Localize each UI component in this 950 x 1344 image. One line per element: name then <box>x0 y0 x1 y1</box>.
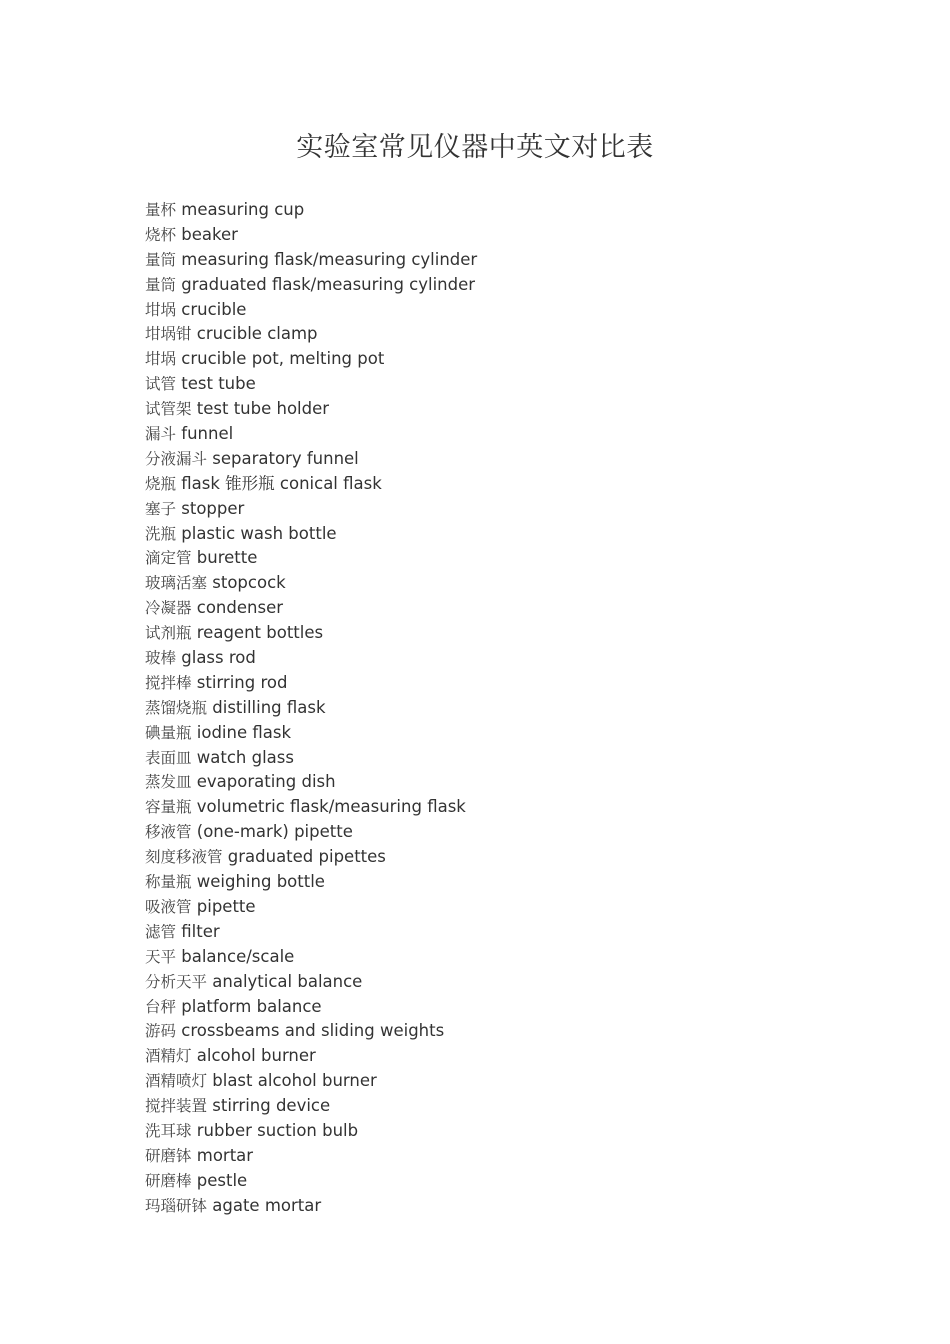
entry-english-term: pestle <box>196 1170 248 1190</box>
entry-english-term: agate mortar <box>212 1195 322 1215</box>
glossary-entry <box>145 671 477 696</box>
entry-english-term: distilling flask <box>212 697 326 717</box>
entry-english-term: graduated pipettes <box>227 847 386 867</box>
entry-chinese-term: 容量瓶 <box>145 798 192 817</box>
entry-english-term: stopper <box>181 498 245 518</box>
glossary-entry <box>145 298 477 323</box>
entry-english-term: stirring rod <box>196 672 288 692</box>
glossary-entry <box>145 870 477 895</box>
entry-english-term: stirring device <box>212 1096 331 1116</box>
entry-chinese-term: 游码 <box>145 1022 177 1041</box>
entry-english-term: evaporating dish <box>196 772 336 792</box>
entry-english-term: crucible pot, melting pot <box>181 349 385 369</box>
entry-english-term: platform balance <box>181 996 322 1016</box>
entry-english-term: crucible <box>181 299 247 319</box>
entry-chinese-term: 玛瑙研钵 <box>145 1196 208 1215</box>
glossary-entry <box>145 422 477 447</box>
glossary-entry <box>145 248 477 273</box>
entry-chinese-term: 试剂瓶 <box>145 624 192 643</box>
entry-chinese-term: 碘量瓶 <box>145 723 192 742</box>
entry-chinese-term: 酒精喷灯 <box>145 1072 208 1091</box>
entry-chinese-term: 量杯 <box>145 201 177 219</box>
glossary-entry <box>145 895 477 920</box>
entry-chinese-term: 滤管 <box>145 922 177 941</box>
entry-chinese-term: 试管 <box>145 375 177 394</box>
glossary-entry <box>145 746 477 771</box>
glossary-entry <box>145 596 477 621</box>
entry-english-term: reagent bottles <box>196 623 324 643</box>
entry-chinese-term: 量筒 <box>145 250 177 269</box>
entry-chinese-term: 坩埚 <box>145 300 177 319</box>
entry-chinese-term: 研磨钵 <box>145 1146 192 1165</box>
entry-english-term: iodine flask <box>196 722 292 742</box>
entry-chinese-term: 玻璃活塞 <box>145 574 208 593</box>
glossary-entry <box>145 546 477 571</box>
glossary-entry <box>145 571 477 596</box>
entry-english-term: crucible clamp <box>196 324 318 344</box>
entry-english-term: rubber suction bulb <box>196 1120 359 1140</box>
entry-english-term: condenser <box>196 598 284 618</box>
document-title: 实验室常见仪器中英文对比表 <box>296 132 654 163</box>
entry-chinese-term: 分液漏斗 <box>145 449 208 468</box>
entry-english-term: alcohol burner <box>196 1046 316 1066</box>
entry-english-term: weighing bottle <box>196 872 325 892</box>
entry-english-term: blast alcohol burner <box>212 1071 377 1091</box>
glossary-entry <box>145 696 477 721</box>
entry-chinese-term: 塞子 <box>145 499 177 518</box>
entry-english-term: funnel <box>181 424 234 444</box>
entry-chinese-term: 吸液管 <box>145 897 192 916</box>
glossary-entry <box>145 1044 477 1069</box>
entry-chinese-term: 刻度移液管 <box>145 848 223 867</box>
entry-chinese-term: 蒸馏烧瓶 <box>145 698 208 717</box>
glossary-entry <box>145 1094 477 1119</box>
entry-english-term: test tube holder <box>196 399 330 419</box>
entry-chinese-term: 研磨棒 <box>145 1171 192 1190</box>
entry-english-term: watch glass <box>196 747 294 767</box>
glossary-entry <box>145 1194 477 1219</box>
glossary-entry <box>145 920 477 945</box>
entry-english-term: stopcock <box>212 573 286 593</box>
glossary-entry <box>145 795 477 820</box>
entry-english-term: analytical balance <box>212 971 363 991</box>
entry-chinese-term: 酒精灯 <box>145 1047 192 1066</box>
entry-chinese-term: 搅拌装置 <box>145 1097 208 1116</box>
entry-english-term: graduated flask/measuring cylinder <box>181 274 476 294</box>
glossary-entry <box>145 1069 477 1094</box>
entry-chinese-term: 台秤 <box>145 997 177 1016</box>
glossary-entry <box>145 497 477 522</box>
entry-chinese-term: 称量瓶 <box>145 873 192 892</box>
entry-english-term: glass rod <box>181 648 256 668</box>
entry-chinese-term: 移液管 <box>145 823 192 842</box>
glossary-entry <box>145 447 477 472</box>
glossary-entry <box>145 397 477 422</box>
entry-chinese-term: 坩埚钳 <box>145 325 192 344</box>
entry-chinese-term: 玻棒 <box>145 649 177 668</box>
glossary-entry <box>145 621 477 646</box>
entry-english-term: (one-mark) pipette <box>196 822 353 842</box>
entry-chinese-term: 滴定管 <box>145 549 192 568</box>
entry-chinese-term: 洗耳球 <box>145 1121 192 1140</box>
entry-chinese-term: 天平 <box>145 947 177 966</box>
glossary-entry <box>145 945 477 970</box>
glossary-entry <box>145 273 477 298</box>
glossary-entry <box>145 646 477 671</box>
entry-chinese-term: 坩埚 <box>145 350 177 369</box>
entry-english-term: balance/scale <box>181 946 295 966</box>
entry-english-term: burette <box>196 548 258 568</box>
entry-chinese-term: 表面皿 <box>145 748 192 767</box>
entry-english-term: separatory funnel <box>212 448 359 468</box>
entry-english-term: plastic wash bottle <box>181 523 337 543</box>
glossary-entry <box>145 1019 477 1044</box>
glossary-entry <box>145 472 477 497</box>
entry-chinese-term: 冷凝器 <box>145 599 192 618</box>
glossary-entry <box>145 721 477 746</box>
entry-chinese-term: 分析天平 <box>145 972 208 991</box>
entry-chinese-term: 烧瓶 <box>145 474 177 493</box>
glossary-entry <box>145 970 477 995</box>
entry-chinese-term: 搅拌棒 <box>145 673 192 692</box>
entry-chinese-term: 量筒 <box>145 275 177 294</box>
glossary-entry <box>145 845 477 870</box>
entry-english-term: measuring cup <box>181 200 305 219</box>
entry-chinese-term: 试管架 <box>145 400 192 419</box>
glossary-entry <box>145 995 477 1020</box>
entry-chinese-term: 洗瓶 <box>145 524 177 543</box>
entry-english-term: test tube <box>181 374 256 394</box>
glossary-entry <box>145 347 477 372</box>
glossary-entry <box>145 198 477 223</box>
glossary-entry <box>145 372 477 397</box>
entry-chinese-term: 烧杯 <box>145 225 177 244</box>
glossary-entry <box>145 522 477 547</box>
entry-chinese-term: 蒸发皿 <box>145 773 192 792</box>
entry-english-term: filter <box>181 921 220 941</box>
glossary-entry <box>145 1119 477 1144</box>
entry-english-term: mortar <box>196 1145 254 1165</box>
entry-english-term: beaker <box>181 224 238 244</box>
entry-english-term: flask 锥形瓶 conical flask <box>181 473 382 493</box>
glossary-entry <box>145 1144 477 1169</box>
glossary-entry <box>145 770 477 795</box>
entry-english-term: volumetric flask/measuring flask <box>196 797 466 817</box>
glossary-entry <box>145 820 477 845</box>
entry-english-term: pipette <box>196 896 256 916</box>
entry-english-term: measuring flask/measuring cylinder <box>181 249 478 269</box>
entry-english-term: crossbeams and sliding weights <box>181 1021 445 1041</box>
glossary-list <box>145 198 477 1219</box>
glossary-entry <box>145 1169 477 1194</box>
glossary-entry <box>145 322 477 347</box>
entry-chinese-term: 漏斗 <box>145 425 177 444</box>
glossary-entry <box>145 223 477 248</box>
